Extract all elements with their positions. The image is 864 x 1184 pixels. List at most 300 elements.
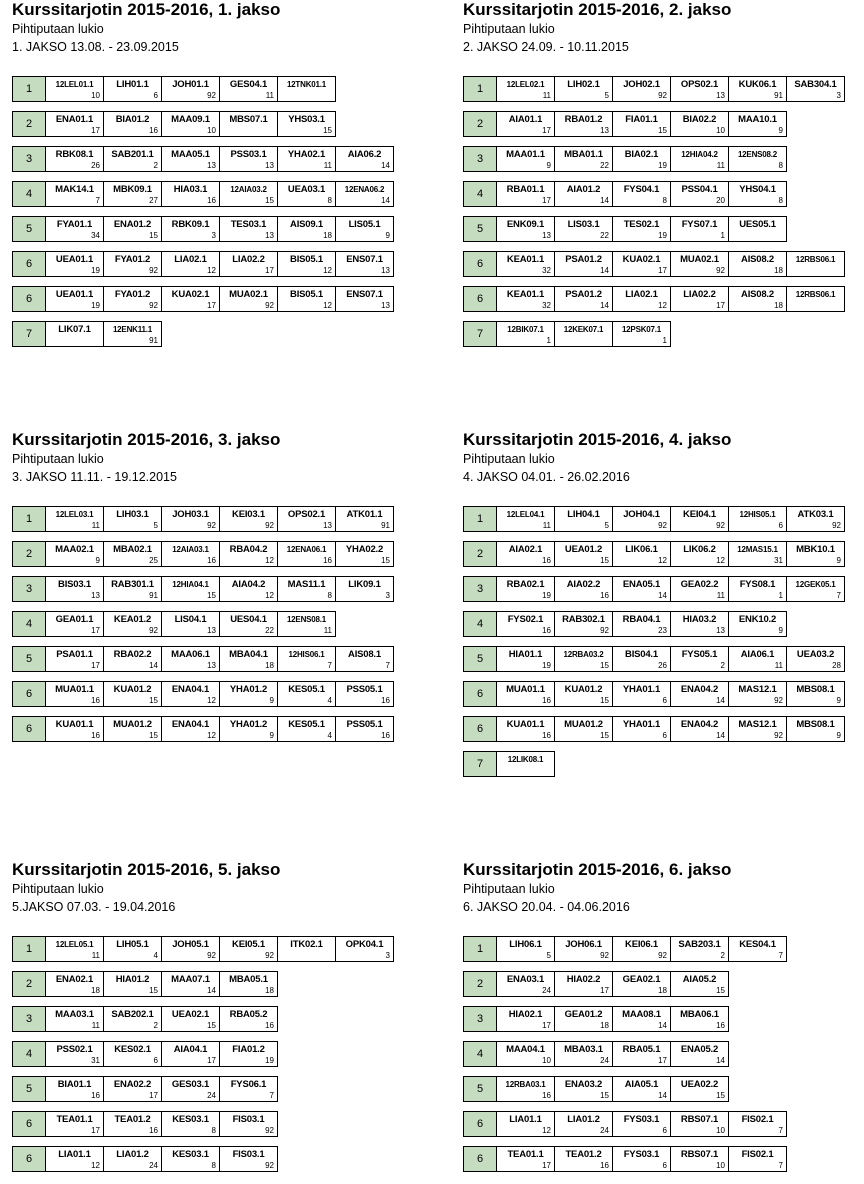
enrollment-count: 18: [323, 231, 332, 240]
course-cell: [787, 506, 845, 532]
period-dates: 1. JAKSO 13.08. - 23.09.2015: [12, 40, 179, 54]
course-cell: [671, 576, 729, 602]
course-code: FYS05.1: [681, 649, 718, 660]
enrollment-count: 22: [265, 626, 274, 635]
period-section: [12, 430, 432, 740]
enrollment-count: 15: [600, 731, 609, 740]
course-code: SAB304.1: [794, 79, 837, 90]
enrollment-count: 91: [149, 336, 158, 345]
enrollment-count: 2: [720, 951, 725, 960]
course-cell: [104, 76, 162, 102]
course-cell: [220, 936, 278, 962]
enrollment-count: 14: [716, 696, 725, 705]
course-code: YHA01.2: [229, 719, 268, 730]
course-code: LIA02.2: [683, 289, 716, 300]
course-code: KUK06.1: [738, 79, 777, 90]
enrollment-count: 6: [778, 521, 783, 530]
course-cell: [497, 506, 555, 532]
course-code: LIS05.1: [348, 219, 381, 230]
course-cell: [613, 1146, 671, 1172]
course-code: MUA01.2: [564, 719, 603, 730]
course-code: MBK09.1: [113, 184, 152, 195]
course-code: LIS04.1: [174, 614, 207, 625]
schedule-row: [12, 76, 394, 102]
course-cell: [46, 216, 104, 242]
course-code: MAA05.1: [171, 149, 210, 160]
enrollment-count: 16: [600, 1161, 609, 1170]
enrollment-count: 12: [91, 1161, 100, 1170]
course-code: FIS03.1: [232, 1114, 265, 1125]
course-cell: [787, 286, 845, 312]
course-code: 12MAS15.1: [737, 545, 778, 554]
enrollment-count: 11: [91, 951, 100, 960]
schedule-row: [12, 1076, 394, 1102]
bar-number: 6: [463, 251, 497, 277]
course-cell: [787, 681, 845, 707]
enrollment-count: 11: [323, 161, 332, 170]
schedule-row: [12, 1041, 394, 1067]
enrollment-count: 3: [385, 591, 390, 600]
course-cell: [46, 611, 104, 637]
enrollment-count: 11: [716, 591, 725, 600]
bar-number: 5: [12, 646, 46, 672]
course-cell: [497, 181, 555, 207]
course-cell: [555, 76, 613, 102]
course-code: LIH05.1: [116, 939, 149, 950]
enrollment-count: 1: [546, 336, 551, 345]
bar-number: 6: [463, 1146, 497, 1172]
enrollment-count: 10: [207, 126, 216, 135]
course-code: ENA02.1: [55, 974, 94, 985]
course-cell: [220, 646, 278, 672]
course-code: BIA02.1: [624, 149, 659, 160]
enrollment-count: 7: [778, 1161, 783, 1170]
enrollment-count: 17: [265, 266, 274, 275]
schedule-row: [463, 321, 845, 347]
course-code: LIA01.1: [58, 1149, 91, 1160]
schedule-row: [12, 971, 394, 997]
course-cell: [336, 541, 394, 567]
course-code: LIH02.1: [567, 79, 600, 90]
course-cell: [220, 716, 278, 742]
enrollment-count: 92: [207, 951, 216, 960]
course-cell: [555, 251, 613, 277]
course-cell: [46, 1041, 104, 1067]
course-code: MUA02.1: [680, 254, 719, 265]
enrollment-count: 92: [600, 951, 609, 960]
course-cell: [278, 936, 336, 962]
enrollment-count: 13: [716, 91, 725, 100]
course-cell: [162, 111, 220, 137]
course-cell: [162, 1041, 220, 1067]
enrollment-count: 16: [207, 196, 216, 205]
course-cell: [278, 576, 336, 602]
course-cell: [671, 1111, 729, 1137]
course-cell: [497, 1111, 555, 1137]
course-cell: [220, 251, 278, 277]
bar-number: 6: [12, 1146, 46, 1172]
enrollment-count: 9: [269, 696, 274, 705]
course-code: LIA02.1: [174, 254, 207, 265]
course-code: FYS04.1: [623, 184, 660, 195]
enrollment-count: 11: [716, 161, 725, 170]
bar-number: 5: [12, 1076, 46, 1102]
enrollment-count: 6: [153, 1056, 158, 1065]
enrollment-count: 15: [600, 661, 609, 670]
bar-number: 4: [12, 1041, 46, 1067]
enrollment-count: 10: [716, 1161, 725, 1170]
course-cell: [787, 76, 845, 102]
period-section: [12, 860, 432, 1170]
enrollment-count: 8: [327, 591, 332, 600]
course-code: RBA05.2: [229, 1009, 268, 1020]
course-code: YHA01.1: [622, 719, 661, 730]
course-code: MUA02.1: [229, 289, 268, 300]
course-code: MBA01.1: [564, 149, 603, 160]
course-code: UEA02.2: [680, 1079, 719, 1090]
course-code: KES05.1: [288, 719, 325, 730]
schedule-row: [463, 76, 845, 102]
enrollment-count: 6: [662, 696, 667, 705]
enrollment-count: 16: [542, 696, 551, 705]
enrollment-count: 11: [91, 521, 100, 530]
school-name: Pihtiputaan lukio: [12, 882, 104, 896]
bar-number: 6: [12, 1111, 46, 1137]
course-cell: [162, 1076, 220, 1102]
course-code: AIA01.1: [508, 114, 543, 125]
course-cell: [104, 541, 162, 567]
schedule-row: [12, 541, 394, 567]
course-code: RBA02.1: [506, 579, 545, 590]
enrollment-count: 14: [207, 986, 216, 995]
course-cell: [220, 1041, 278, 1067]
enrollment-count: 4: [327, 696, 332, 705]
course-code: ENA01.2: [113, 219, 152, 230]
enrollment-count: 25: [149, 556, 158, 565]
course-code: AIA01.2: [566, 184, 601, 195]
course-code: BIS05.1: [290, 254, 323, 265]
course-cell: [220, 1076, 278, 1102]
course-cell: [613, 181, 671, 207]
course-code: 12LEL02.1: [506, 80, 545, 89]
course-code: 12PSK07.1: [621, 325, 662, 334]
course-code: MBA03.1: [564, 1044, 603, 1055]
course-cell: [220, 216, 278, 242]
course-code: 12KEK07.1: [563, 325, 604, 334]
course-code: LIA01.2: [116, 1149, 149, 1160]
course-cell: [162, 681, 220, 707]
enrollment-count: 12: [207, 696, 216, 705]
course-code: KUA01.1: [506, 719, 545, 730]
enrollment-count: 15: [207, 1021, 216, 1030]
school-name: Pihtiputaan lukio: [463, 452, 555, 466]
enrollment-count: 14: [149, 661, 158, 670]
course-cell: [555, 181, 613, 207]
enrollment-count: 15: [716, 986, 725, 995]
schedule-row: [12, 716, 394, 742]
course-cell: [46, 936, 104, 962]
course-cell: [278, 611, 336, 637]
course-code: 12LEL05.1: [55, 940, 94, 949]
course-code: GEA02.2: [680, 579, 719, 590]
course-cell: [46, 1076, 104, 1102]
course-cell: [671, 146, 729, 172]
course-code: UES04.1: [230, 614, 267, 625]
course-cell: [555, 716, 613, 742]
course-cell: [104, 216, 162, 242]
enrollment-count: 5: [153, 521, 158, 530]
enrollment-count: 7: [95, 196, 100, 205]
enrollment-count: 15: [323, 126, 332, 135]
course-cell: [46, 646, 104, 672]
enrollment-count: 92: [207, 91, 216, 100]
course-code: ENA02.2: [113, 1079, 152, 1090]
course-cell: [104, 611, 162, 637]
schedule-row: [463, 1006, 787, 1032]
enrollment-count: 16: [149, 1126, 158, 1135]
course-cell: [278, 146, 336, 172]
enrollment-count: 92: [716, 266, 725, 275]
enrollment-count: 9: [269, 731, 274, 740]
enrollment-count: 19: [542, 591, 551, 600]
course-code: KES03.1: [172, 1114, 209, 1125]
course-cell: [278, 681, 336, 707]
enrollment-count: 17: [542, 1161, 551, 1170]
course-code: OPK04.1: [345, 939, 384, 950]
course-code: 12AIA03.1: [172, 545, 209, 554]
bar-number: 2: [463, 111, 497, 137]
bar-number: 7: [463, 751, 497, 777]
course-code: LIK06.1: [625, 544, 658, 555]
period-title: Kurssitarjotin 2015-2016, 3. jakso: [12, 430, 281, 449]
enrollment-count: 16: [542, 1091, 551, 1100]
enrollment-count: 18: [265, 661, 274, 670]
course-code: MBS08.1: [796, 684, 835, 695]
course-code: TEA01.1: [507, 1149, 544, 1160]
bar-number: 4: [463, 1041, 497, 1067]
course-cell: [555, 1041, 613, 1067]
enrollment-count: 17: [91, 661, 100, 670]
course-code: MUA01.2: [113, 719, 152, 730]
schedule-row: [12, 251, 394, 277]
course-cell: [787, 646, 845, 672]
enrollment-count: 16: [381, 731, 390, 740]
enrollment-count: 16: [149, 126, 158, 135]
course-cell: [104, 506, 162, 532]
course-code: PSS05.1: [346, 684, 383, 695]
bar-number: 6: [12, 681, 46, 707]
course-code: KEI05.1: [232, 939, 265, 950]
enrollment-count: 17: [207, 1056, 216, 1065]
course-cell: [613, 111, 671, 137]
course-cell: [671, 681, 729, 707]
course-cell: [729, 646, 787, 672]
course-code: SAB201.1: [111, 149, 154, 160]
course-code: RAB302.1: [562, 614, 605, 625]
bar-number: 5: [463, 216, 497, 242]
course-code: TES02.1: [623, 219, 660, 230]
enrollment-count: 22: [600, 161, 609, 170]
course-code: FYS08.1: [739, 579, 776, 590]
bar-number: 1: [463, 506, 497, 532]
course-code: PSA01.1: [56, 649, 93, 660]
enrollment-count: 15: [381, 556, 390, 565]
course-code: MUA01.1: [55, 684, 94, 695]
course-cell: [613, 1111, 671, 1137]
enrollment-count: 2: [153, 1021, 158, 1030]
course-code: 12GEK05.1: [795, 580, 836, 589]
course-cell: [555, 576, 613, 602]
enrollment-count: 17: [542, 196, 551, 205]
enrollment-count: 17: [600, 986, 609, 995]
enrollment-count: 4: [327, 731, 332, 740]
course-code: GEA02.1: [622, 974, 661, 985]
enrollment-count: 4: [153, 951, 158, 960]
course-cell: [555, 936, 613, 962]
enrollment-count: 7: [269, 1091, 274, 1100]
course-cell: [613, 1041, 671, 1067]
enrollment-count: 24: [542, 986, 551, 995]
course-code: MAA03.1: [55, 1009, 94, 1020]
bar-number: 1: [12, 936, 46, 962]
course-cell: [497, 611, 555, 637]
course-code: YHA02.1: [287, 149, 326, 160]
course-cell: [104, 1076, 162, 1102]
course-code: PSS02.1: [56, 1044, 93, 1055]
course-cell: [613, 321, 671, 347]
course-cell: [729, 936, 787, 962]
course-cell: [220, 576, 278, 602]
course-cell: [787, 576, 845, 602]
course-cell: [46, 716, 104, 742]
enrollment-count: 16: [323, 556, 332, 565]
enrollment-count: 15: [149, 731, 158, 740]
bar-number: 6: [463, 681, 497, 707]
course-cell: [729, 111, 787, 137]
enrollment-count: 14: [658, 591, 667, 600]
enrollment-count: 26: [658, 661, 667, 670]
enrollment-count: 8: [211, 1161, 216, 1170]
enrollment-count: 92: [265, 951, 274, 960]
enrollment-count: 16: [207, 556, 216, 565]
course-cell: [220, 971, 278, 997]
course-code: PSS04.1: [681, 184, 718, 195]
course-cell: [104, 286, 162, 312]
course-code: KUA02.1: [622, 254, 661, 265]
course-code: 12HIS05.1: [739, 510, 776, 519]
course-code: OPS02.1: [287, 509, 326, 520]
course-code: ENS07.1: [346, 254, 383, 265]
schedule-row: [463, 1076, 787, 1102]
enrollment-count: 11: [323, 626, 332, 635]
course-code: AIS08.2: [741, 289, 774, 300]
enrollment-count: 7: [327, 661, 332, 670]
course-cell: [497, 646, 555, 672]
course-code: AIS08.1: [348, 649, 381, 660]
course-cell: [162, 251, 220, 277]
schedule-row: [463, 681, 845, 707]
course-code: ENA04.2: [680, 684, 719, 695]
course-cell: [162, 76, 220, 102]
enrollment-count: 18: [658, 986, 667, 995]
course-cell: [671, 646, 729, 672]
enrollment-count: 9: [778, 626, 783, 635]
course-code: 12RBS06.1: [795, 290, 836, 299]
course-cell: [497, 936, 555, 962]
course-cell: [162, 611, 220, 637]
enrollment-count: 92: [832, 521, 841, 530]
course-cell: [671, 111, 729, 137]
course-cell: [671, 1146, 729, 1172]
course-code: AIA05.2: [682, 974, 717, 985]
course-code: YHA01.2: [229, 684, 268, 695]
course-cell: [497, 1076, 555, 1102]
course-cell: [787, 716, 845, 742]
course-cell: [104, 576, 162, 602]
course-code: ENK09.1: [506, 219, 545, 230]
course-code: MAA07.1: [171, 974, 210, 985]
course-code: 12TNK01.1: [286, 80, 327, 89]
course-cell: [220, 76, 278, 102]
bar-number: 3: [463, 146, 497, 172]
course-cell: [46, 506, 104, 532]
course-cell: [104, 146, 162, 172]
enrollment-count: 17: [207, 301, 216, 310]
course-cell: [220, 611, 278, 637]
enrollment-count: 12: [207, 731, 216, 740]
course-cell: [162, 541, 220, 567]
enrollment-count: 9: [836, 556, 841, 565]
enrollment-count: 1: [662, 336, 667, 345]
bar-number: 6: [12, 286, 46, 312]
course-code: MBK10.1: [796, 544, 835, 555]
course-code: HIA01.1: [508, 649, 543, 660]
course-cell: [104, 1111, 162, 1137]
course-code: MAA06.1: [171, 649, 210, 660]
course-code: GES04.1: [229, 79, 268, 90]
period-title: Kurssitarjotin 2015-2016, 5. jakso: [12, 860, 281, 879]
course-code: OPS02.1: [680, 79, 719, 90]
enrollment-count: 13: [265, 161, 274, 170]
course-code: RBA05.1: [622, 1044, 661, 1055]
schedule-row: [463, 251, 845, 277]
schedule-row: [12, 646, 394, 672]
course-cell: [555, 111, 613, 137]
course-code: TEA01.1: [56, 1114, 93, 1125]
enrollment-count: 12: [207, 266, 216, 275]
course-code: RBA01.1: [506, 184, 545, 195]
enrollment-count: 13: [91, 591, 100, 600]
enrollment-count: 2: [153, 161, 158, 170]
enrollment-count: 16: [91, 1091, 100, 1100]
course-code: FYS03.1: [623, 1149, 660, 1160]
course-cell: [497, 751, 555, 777]
enrollment-count: 12: [265, 556, 274, 565]
course-cell: [162, 181, 220, 207]
course-cell: [787, 251, 845, 277]
course-cell: [220, 1146, 278, 1172]
course-code: FIA01.2: [232, 1044, 265, 1055]
course-code: HIA02.2: [566, 974, 601, 985]
course-code: YHA01.1: [622, 684, 661, 695]
course-cell: [729, 76, 787, 102]
enrollment-count: 15: [716, 1091, 725, 1100]
enrollment-count: 15: [600, 696, 609, 705]
course-code: RBK08.1: [55, 149, 94, 160]
course-cell: [278, 506, 336, 532]
bar-number: 7: [463, 321, 497, 347]
course-code: LIK09.1: [348, 579, 381, 590]
